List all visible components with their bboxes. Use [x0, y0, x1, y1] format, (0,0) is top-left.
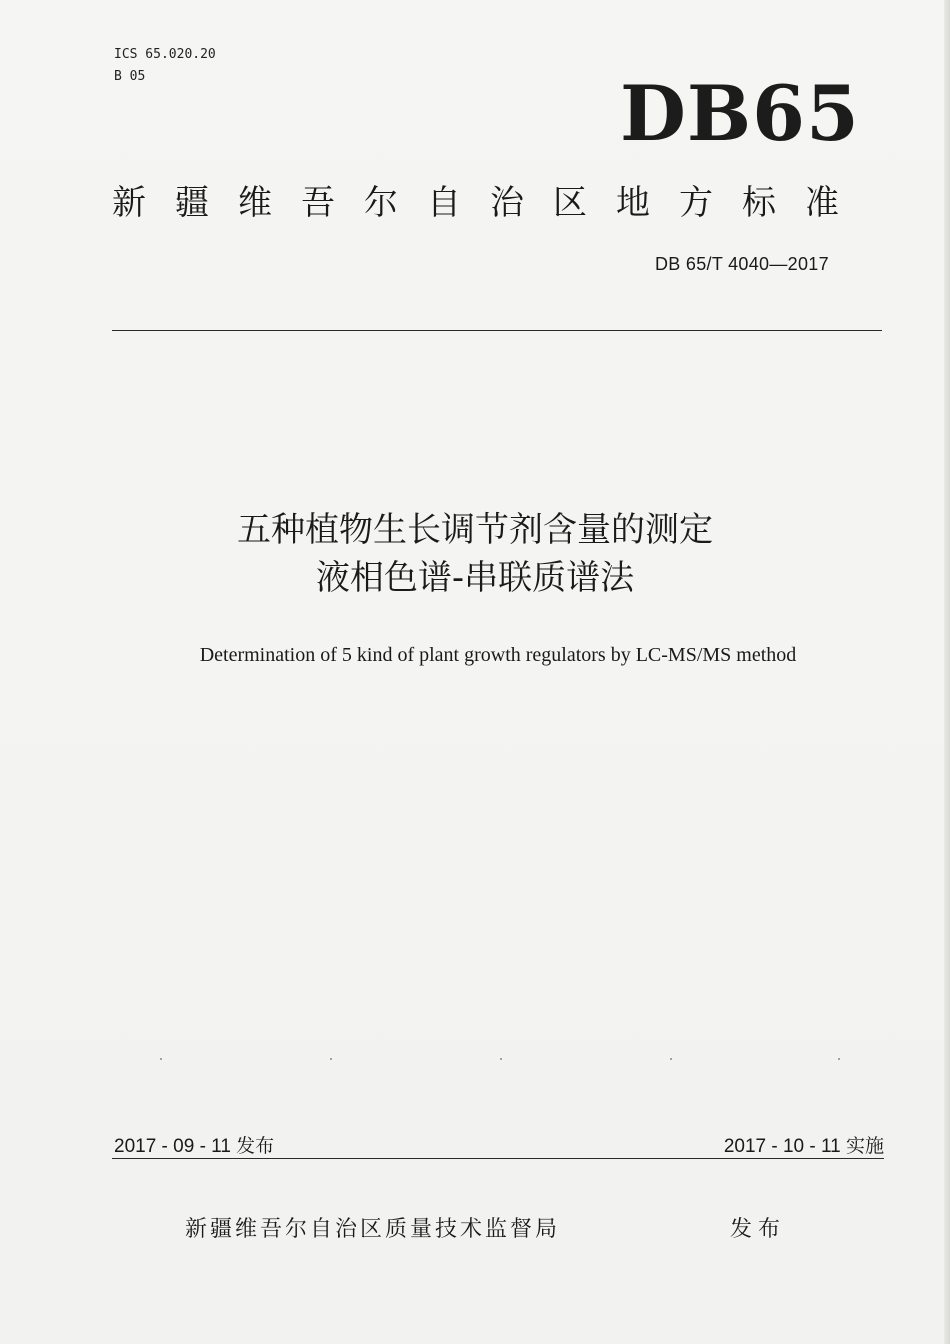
scan-edge	[944, 0, 950, 1344]
db-logo: DB65	[620, 69, 860, 158]
standard-number: DB 65/T 4040—2017	[655, 254, 829, 274]
dot-mark	[670, 1058, 672, 1060]
footer-divider	[112, 1158, 884, 1159]
classification-codes	[114, 44, 216, 88]
ics-code: ICS 65.020.20	[114, 47, 216, 62]
title-block	[0, 506, 950, 602]
dot-mark	[500, 1058, 502, 1060]
dot-mark	[160, 1058, 162, 1060]
standard-type-heading: 新疆维吾尔自治区地方标准	[112, 183, 868, 223]
title-zh-line2: 液相色谱-串联质谱法	[315, 558, 635, 598]
title-zh-line1: 五种植物生长调节剂含量的测定	[237, 510, 713, 550]
registration-dots	[0, 1058, 950, 1068]
dot-mark	[838, 1058, 840, 1060]
dot-mark	[330, 1058, 332, 1060]
issuer-action: 发布	[730, 1217, 787, 1242]
ccs-code: B 05	[114, 69, 146, 84]
issuer-name: 新疆维吾尔自治区质量技术监督局	[185, 1217, 561, 1242]
publish-date: 2017 - 09 - 11 发布	[114, 1136, 275, 1157]
implement-date: 2017 - 10 - 11 实施	[723, 1136, 884, 1157]
title-en: Determination of 5 kind of plant growth regulators by LC-MS/MS method	[199, 644, 797, 666]
header-divider	[112, 330, 882, 331]
